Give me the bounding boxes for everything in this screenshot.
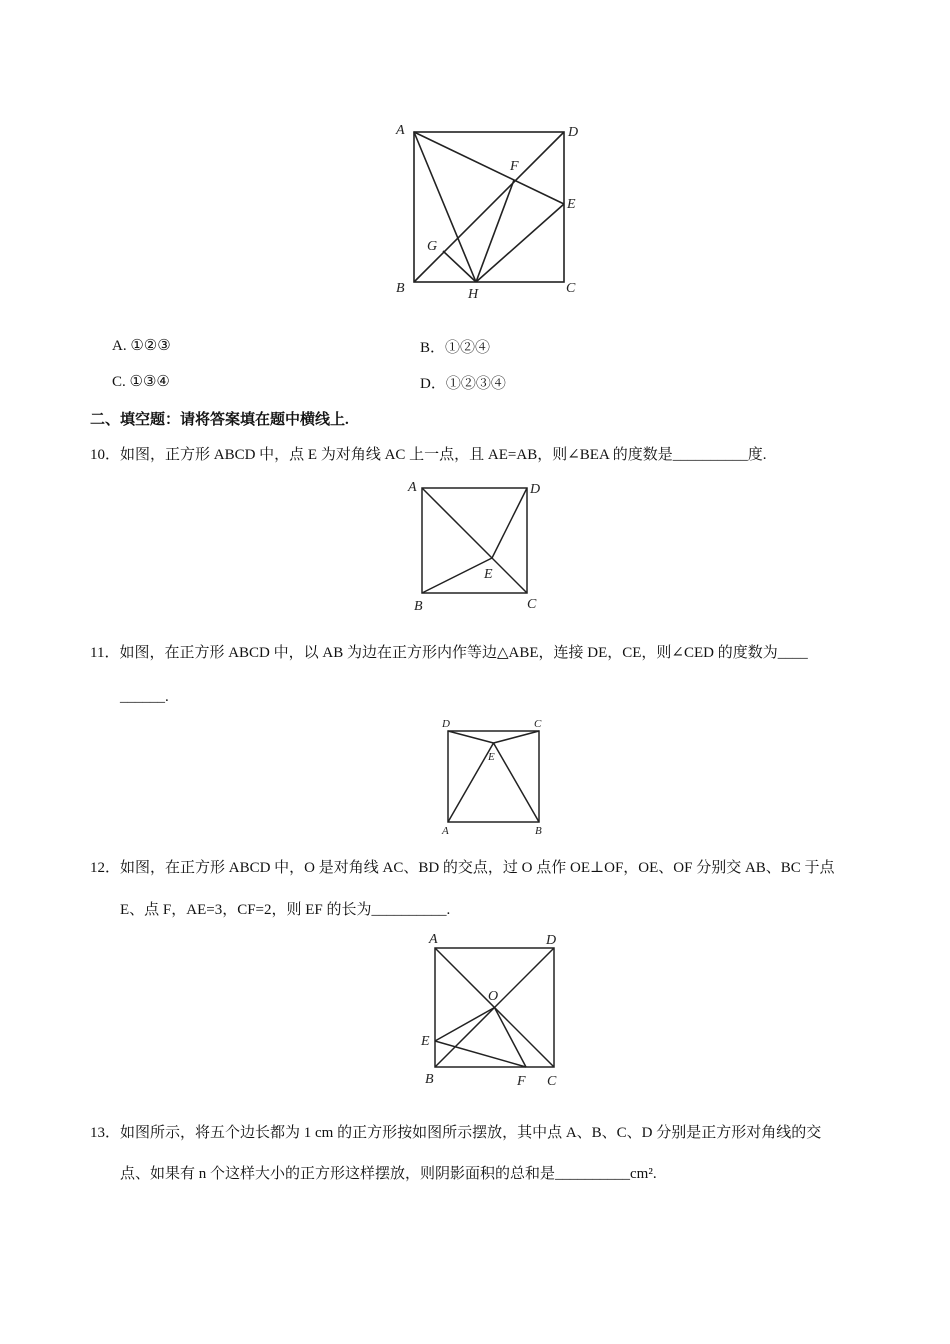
- label-a: A: [442, 825, 449, 837]
- label-d: D: [546, 933, 557, 948]
- label-f: F: [510, 159, 519, 174]
- label-b: B: [535, 825, 542, 837]
- label-b: B: [425, 1072, 434, 1087]
- question-11-line1: 11．如图，在正方形 ABCD 中，以 AB 为边在正方形内作等边△ABE，连接 DE，CE，则∠CED 的度数为____: [90, 645, 808, 661]
- segment-be: [494, 743, 540, 822]
- option-c: C. ①③④: [112, 374, 170, 390]
- question-13-line2: 点、如果有 n 个这样大小的正方形这样摆放，则阴影面积的总和是__________cm².: [120, 1166, 657, 1182]
- label-e: E: [488, 751, 495, 763]
- segment-ae: [414, 132, 564, 204]
- label-d: D: [568, 125, 579, 140]
- question-10-text: 10．如图，正方形 ABCD 中，点 E 为对角线 AC 上一点，且 AE=AB，则∠BEA 的度数是__________度.: [90, 447, 767, 463]
- figure-q10: [404, 477, 554, 617]
- label-a: A: [429, 932, 438, 947]
- question-11-line2: ______.: [120, 689, 169, 705]
- segment-de: [492, 488, 527, 558]
- segment-de: [448, 731, 494, 743]
- label-d: D: [530, 482, 541, 497]
- label-e: E: [567, 197, 576, 212]
- diagonal-ac: [422, 488, 527, 593]
- label-f: F: [517, 1074, 526, 1088]
- figure-q12: [416, 928, 566, 1088]
- segment-gh: [443, 251, 476, 282]
- label-d: D: [442, 718, 450, 730]
- label-e: E: [421, 1034, 430, 1049]
- diagonal-bd: [414, 132, 564, 282]
- label-c: C: [534, 718, 542, 730]
- option-d: D．①②③④: [420, 376, 506, 392]
- segment-fh: [476, 180, 514, 282]
- figure-q9: [390, 118, 590, 308]
- label-a: A: [408, 480, 417, 495]
- question-12-line2: E、点 F，AE=3，CF=2，则 EF 的长为__________.: [120, 902, 451, 918]
- segment-oe: [435, 1008, 495, 1042]
- label-e: E: [484, 567, 493, 582]
- option-a: A. ①②③: [112, 338, 171, 354]
- segment-ae: [448, 743, 494, 822]
- label-b: B: [414, 599, 423, 614]
- segment-be: [422, 558, 492, 593]
- label-g: G: [427, 239, 438, 254]
- square-abcd: [448, 731, 539, 822]
- segment-eh: [476, 204, 564, 282]
- segment-ah: [414, 132, 476, 282]
- option-b: B．①②④: [420, 340, 491, 356]
- question-12-line1: 12．如图，在正方形 ABCD 中，O 是对角线 AC、BD 的交点，过 O 点作 OE⊥OF，OE、OF 分别交 AB、BC 于点: [90, 860, 835, 876]
- label-o: O: [488, 989, 499, 1004]
- segment-ce: [494, 731, 540, 743]
- label-c: C: [547, 1074, 557, 1088]
- figure-q11: [438, 715, 553, 840]
- label-a: A: [396, 123, 405, 138]
- label-c: C: [527, 597, 537, 612]
- section-heading: 二、填空题：请将答案填在题中横线上.: [90, 412, 349, 428]
- question-13-line1: 13．如图所示，将五个边长都为 1 cm 的正方形按如图所示摆放，其中点 A、B、C、D 分别是正方形对角线的交: [90, 1125, 822, 1141]
- label-b: B: [396, 281, 405, 296]
- segment-of: [495, 1008, 527, 1068]
- label-h: H: [468, 287, 479, 302]
- label-c: C: [566, 281, 576, 296]
